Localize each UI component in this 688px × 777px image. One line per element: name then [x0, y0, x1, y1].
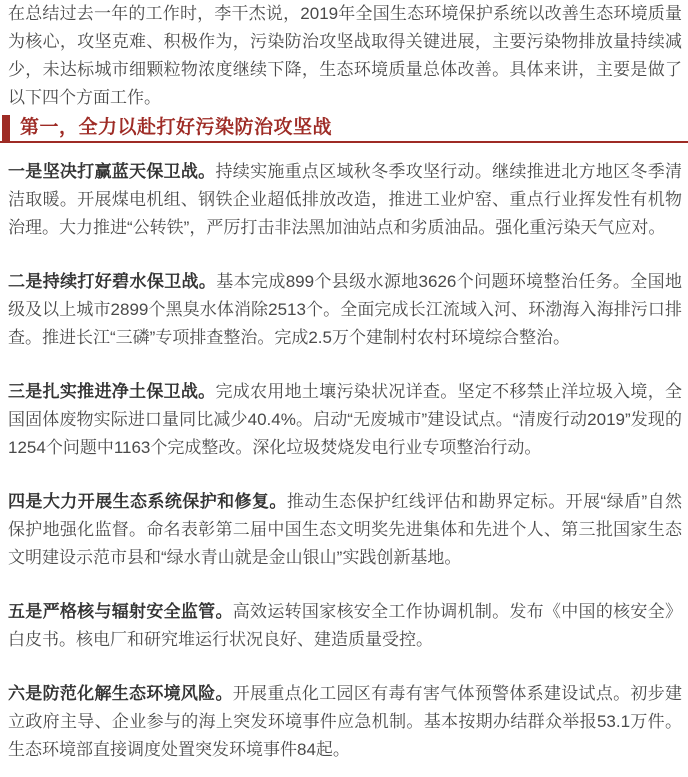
paragraph-lead: 二是持续打好碧水保卫战。 — [8, 272, 217, 291]
intro-paragraph: 在总结过去一年的工作时，李干杰说，2019年全国生态环境保护系统以改善生态环境质量为核心，攻坚克难、积极作为，污染防治攻坚战取得关键进展，主要污染物排放量持续减少，未达标城市细颗粒物浓度继续下降，生态环境质量总体改善。具体来讲，主要是做了以下四个方面工作。 — [8, 4, 682, 107]
section-header — [0, 115, 688, 143]
section-title: 第一，全力以赴打好污染防治攻坚战 — [20, 117, 333, 138]
paragraph-text: 高效运转国家核安全工作协调机制。发布《中国的核安全》白皮书。核电厂和研究堆运行状况良好、建造质量受控。 — [8, 602, 683, 649]
paragraph-lead: 六是防范化解生态环境风险。 — [8, 684, 233, 703]
paragraph-lead: 三是扎实推进净土保卫战。 — [8, 382, 216, 401]
paragraph-text: 完成农用地土壤污染状况详查。坚定不移禁止洋垃圾入境，全国固体废物实际进口量同比减少40.4%。启动“无废城市”建设试点。“清废行动2019”发现的1254个问题中1163个完成整改。深化垃圾焚烧发电行业专项整治行动。 — [8, 382, 683, 457]
paragraph-text: 基本完成899个县级水源地3626个问题环境整治任务。全国地级及以上城市2899个黑臭水体消除2513个。全面完成长江流域入河、环渤海入海排污口排查。推进长江“三磷”专项排查整治。完成2.5万个建制村农村环境综合整治。 — [8, 272, 683, 347]
paragraph-text: 持续实施重点区域秋冬季攻坚行动。继续推进北方地区冬季清洁取暖。开展煤电机组、钢铁企业超低排放改造，推进工业炉窑、重点行业挥发性有机物治理。大力推进“公转铁”，严厉打击非法黑加油站点和劣质油品。强化重污染天气应对。 — [8, 162, 683, 237]
paragraph-lead: 五是严格核与辐射安全监管。 — [8, 602, 233, 621]
report-paragraph — [8, 378, 682, 462]
paragraph-lead: 四是大力开展生态系统保护和修复。 — [8, 492, 287, 511]
report-paragraph — [8, 680, 682, 764]
report-paragraph — [8, 598, 682, 654]
report-paragraph — [8, 268, 682, 352]
section-accent-bar — [2, 115, 10, 141]
paragraph-lead: 一是坚决打赢蓝天保卫战。 — [8, 162, 216, 181]
paragraph-text: 推动生态保护红线评估和勘界定标。开展“绿盾”自然保护地强化监督。命名表彰第二届中国生态文明奖先进集体和先进个人、第三批国家生态文明建设示范市县和“绿水青山就是金山银山”实践创新基地。 — [8, 492, 682, 567]
article-body — [8, 0, 682, 764]
report-paragraph — [8, 158, 682, 242]
paragraph-text: 开展重点化工园区有毒有害气体预警体系建设试点。初步建立政府主导、企业参与的海上突发环境事件应急机制。基本按期办结群众举报53.1万件。生态环境部直接调度处置突发环境事件84起。 — [8, 684, 683, 759]
report-paragraph — [8, 488, 682, 572]
